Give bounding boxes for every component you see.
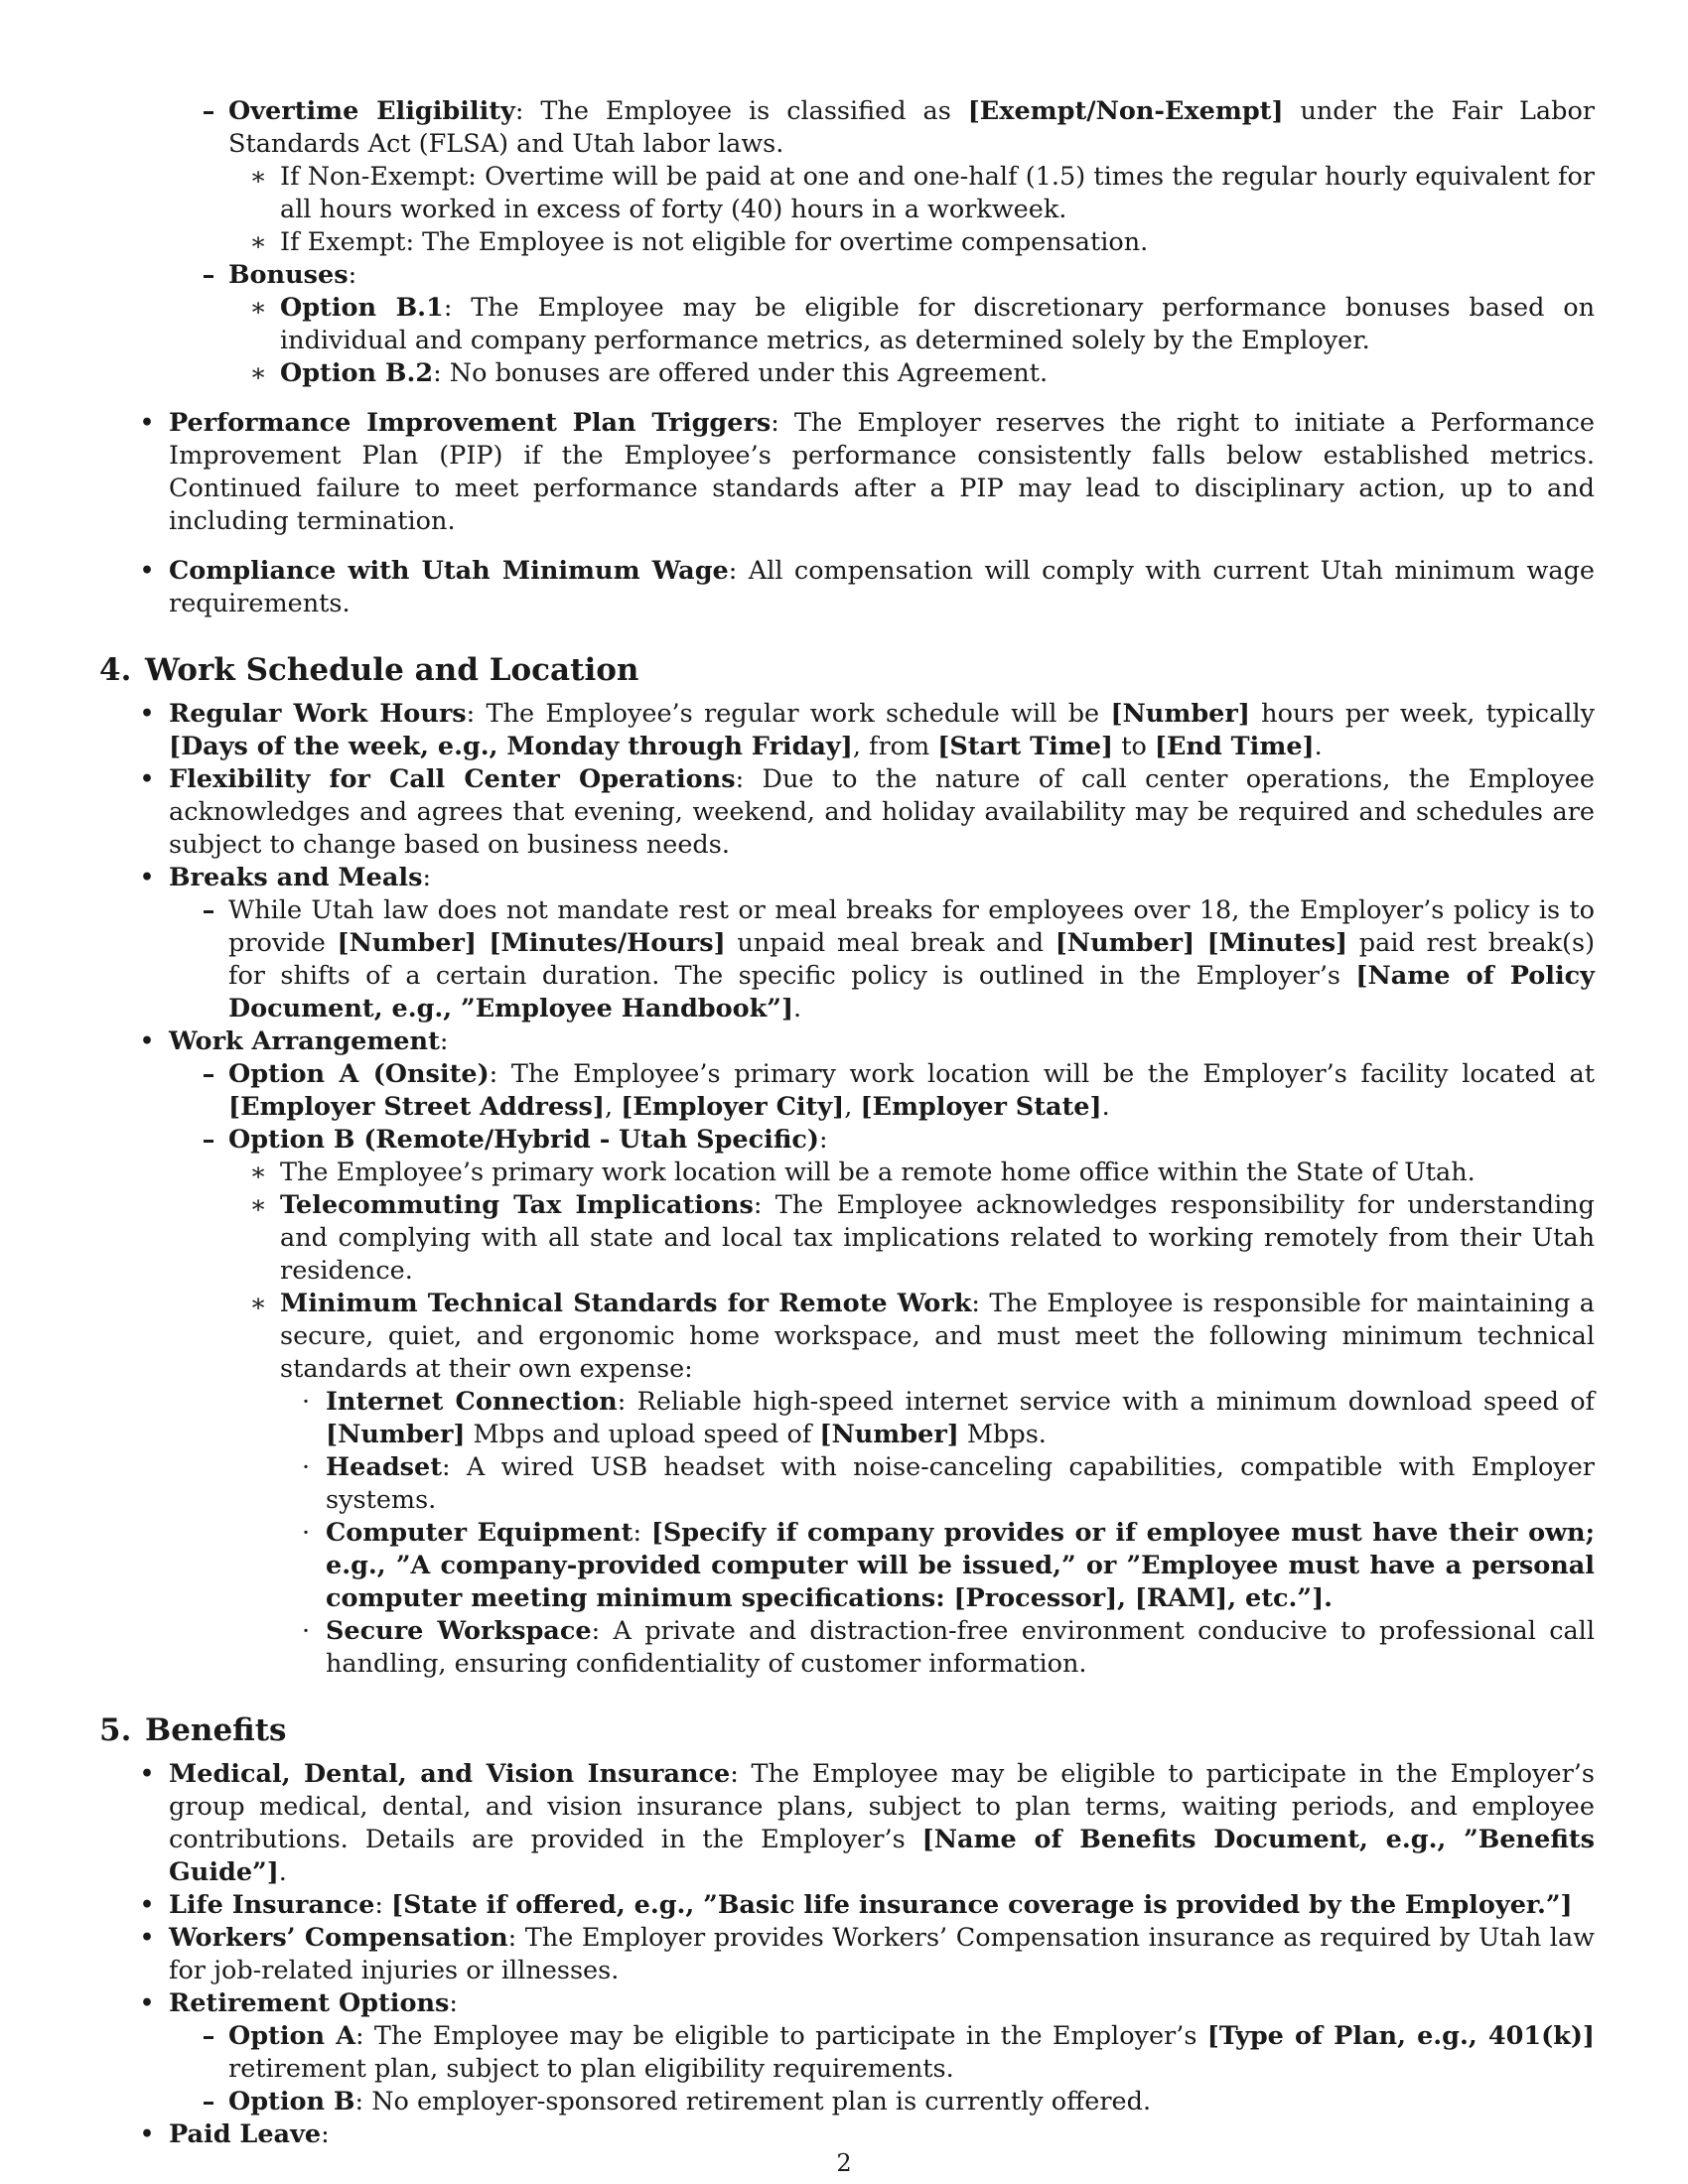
bullet-marker: • [139, 410, 155, 436]
dash-marker: – [202, 260, 215, 290]
dash-marker: – [202, 1059, 215, 1089]
min-wage-item: • Compliance with Utah Minimum Wage: All compensation will comply with current Utah minimum wage requirements. [99, 555, 1595, 620]
bonuses-label: Bonuses [228, 260, 349, 290]
computer-equipment-item: · Computer Equipment: [Specify if company provides or if employee must have their own; e.g., ”A company-provided computer will be issued,” or ”Employee must have a personal computer meeting minimum specifications: [Processor], [RAM], etc.”]. [99, 1517, 1595, 1615]
bonuses-item: – Bonuses: [99, 259, 1595, 292]
internet-connection-item: · Internet Connection: Reliable high-speed internet service with a minimum download speed of [Number] Mbps and upload speed of [Number] Mbps. [99, 1386, 1595, 1451]
overtime-label: Overtime Eligibility [228, 96, 515, 126]
star-marker: ∗ [249, 293, 267, 323]
bullet-marker: • [139, 766, 155, 792]
breaks-policy-item: – While Utah law does not mandate rest or meal breaks for employees over 18, the Employer’s policy is to provide [Number] [Minutes/Hours] unpaid meal break and [Number] [Minutes] paid rest break(s) for shifts of a certain duration. The specific policy is outlined in the Employer’s [Name of Policy Document, e.g., ”Employee Handbook”]. [99, 894, 1595, 1025]
page-number: 2 [836, 2149, 852, 2177]
overtime-nonexempt-item: ∗ If Non-Exempt: Overtime will be paid at one and one-half (1.5) times the regular hourly equivalent for all hours worked in excess of forty (40) hours in a workweek. [249, 162, 1595, 224]
headset-item: · Headset: A wired USB headset with noise-canceling capabilities, compatible with Employer systems. [99, 1451, 1595, 1517]
bullet-marker: • [139, 701, 155, 727]
bonus-option-b1: ∗ Option B.1: The Employee may be eligible for discretionary performance bonuses based on individual and company performance metrics, as determined solely by the Employer. [249, 293, 1596, 355]
call-center-flexibility-item: • Flexibility for Call Center Operations: Due to the nature of call center operations, the Employee acknowledges and agrees that evening, weekend, and holiday availability may be required and schedules are subject to change based on business needs. [99, 763, 1595, 862]
retirement-option-a: – Option A: The Employee may be eligible to participate in the Employer’s [Type of Plan, e.g., 401(k)] retirement plan, subject to plan eligibility requirements. [99, 2020, 1595, 2086]
bullet-marker: • [139, 1990, 155, 2016]
remote-primary-location-item: ∗ The Employee’s primary work location will be a remote home office within the State of Utah. [249, 1158, 1476, 1187]
dash-marker: – [202, 895, 215, 925]
section-4-heading: 4. Work Schedule and Location [99, 652, 639, 688]
pip-item: • Performance Improvement Plan Triggers: The Employer reserves the right to initiate a Performance Improvement Plan (PIP) if the Employee’s performance consistently falls below established metrics. Continued failure to meet performance standards after a PIP may lead to disciplinary action, up to and including termination. [99, 407, 1595, 538]
bullet-marker: • [139, 558, 155, 584]
min-wage-label: Compliance with Utah Minimum Wage [169, 556, 729, 586]
telecommuting-tax-item: ∗ Telecommuting Tax Implications: The Employee acknowledges responsibility for understanding and complying with all state and local tax implications related to working remotely from their Utah residence. [249, 1190, 1595, 1286]
bullet-marker: • [139, 2121, 155, 2147]
retirement-options-item: • Retirement Options: [99, 1987, 1595, 2020]
overtime-placeholder: [Exempt/Non-Exempt] [967, 96, 1284, 126]
dash-marker: – [202, 1125, 215, 1155]
pip-label: Performance Improvement Plan Triggers [169, 408, 772, 438]
remote-option-item: – Option B (Remote/Hybrid - Utah Specific): [99, 1124, 1595, 1157]
bonus-option-b2: ∗ Option B.2: No bonuses are offered under this Agreement. [249, 358, 1049, 388]
star-marker: ∗ [249, 162, 267, 192]
onsite-option-item: – Option A (Onsite): The Employee’s primary work location will be the Employer’s facility located at [Employer Street Address], [Employer City], [Employer State]. [99, 1058, 1595, 1124]
star-marker: ∗ [249, 358, 267, 388]
medical-insurance-item: • Medical, Dental, and Vision Insurance: The Employee may be eligible to participate in the Employer’s group medical, dental, and vision insurance plans, subject to plan terms, waiting periods, and employee contributions. Details are provided in the Employer’s [Name of Benefits Document, e.g., ”Benefits Guide”]. [99, 1758, 1595, 1889]
dash-marker: – [202, 96, 215, 126]
retirement-option-b: – Option B: No employer-sponsored retirement plan is currently offered. [99, 2086, 1595, 2118]
dot-marker: · [301, 1616, 311, 1646]
page-content [99, 95, 1595, 2151]
star-marker: ∗ [249, 1158, 267, 1187]
dot-marker: · [301, 1452, 311, 1482]
secure-workspace-item: · Secure Workspace: A private and distraction-free environment conducive to professional call handling, ensuring confidentiality of customer information. [99, 1615, 1595, 1681]
overtime-exempt-item: ∗ If Exempt: The Employee is not eligible for overtime compensation. [249, 227, 1149, 257]
breaks-meals-item: • Breaks and Meals: [99, 862, 1595, 894]
bullet-marker: • [139, 1925, 155, 1951]
bullet-marker: • [139, 1892, 155, 1918]
workers-compensation-item: • Workers’ Compensation: The Employer provides Workers’ Compensation insurance as required by Utah law for job-related injuries or illnesses. [99, 1922, 1595, 1987]
paid-leave-item: • Paid Leave: [99, 2118, 1595, 2151]
star-marker: ∗ [249, 227, 267, 257]
overtime-item: – Overtime Eligibility: The Employee is classified as [Exempt/Non-Exempt] under the Fair Labor Standards Act (FLSA) and Utah labor laws. [99, 95, 1595, 161]
section-5-heading: 5. Benefits [99, 1712, 287, 1748]
dot-marker: · [301, 1518, 311, 1548]
regular-work-hours-item: • Regular Work Hours: The Employee’s regular work schedule will be [Number] hours per week, typically [Days of the week, e.g., Monday through Friday], from [Start Time] to [End Time]. [99, 698, 1595, 763]
dash-marker: – [202, 2021, 215, 2051]
technical-standards-item: ∗ Minimum Technical Standards for Remote Work: The Employee is responsible for maintaining a secure, quiet, and ergonomic home workspace, and must meet the following minimum technical standards at their own expense: [249, 1289, 1595, 1384]
bullet-marker: • [139, 1761, 155, 1787]
star-marker: ∗ [249, 1190, 267, 1220]
bullet-marker: • [139, 1028, 155, 1054]
star-marker: ∗ [249, 1289, 267, 1318]
dot-marker: · [301, 1387, 311, 1417]
dash-marker: – [202, 2087, 215, 2116]
life-insurance-item: • Life Insurance: [State if offered, e.g., ”Basic life insurance coverage is provided by the Employer.”] [99, 1889, 1595, 1922]
bullet-marker: • [139, 865, 155, 890]
work-arrangement-item: • Work Arrangement: [99, 1025, 1595, 1058]
